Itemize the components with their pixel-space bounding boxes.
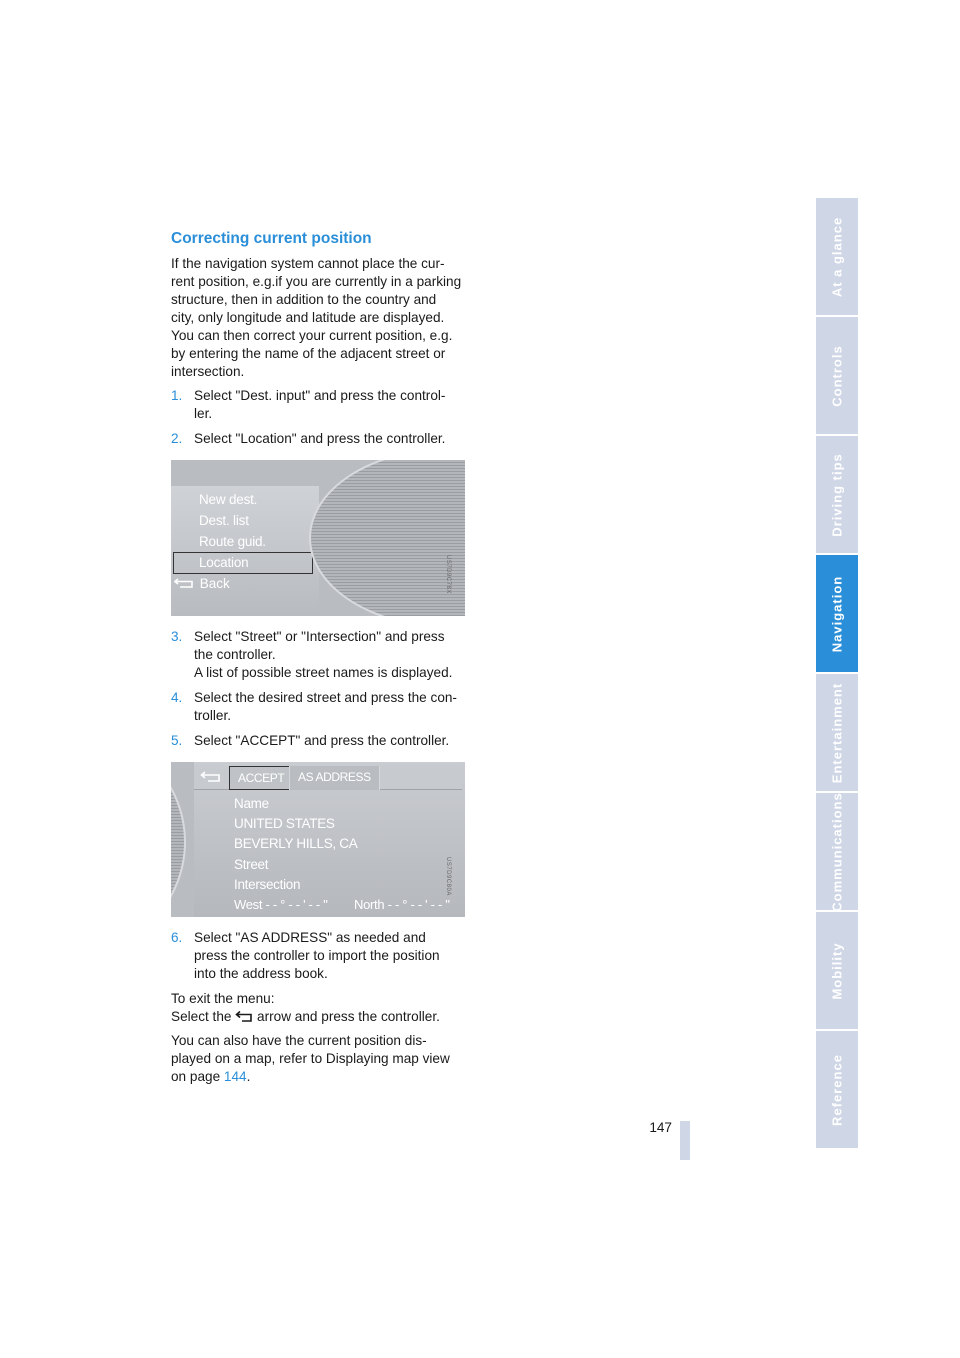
tab-controls[interactable]: Controls bbox=[816, 317, 858, 436]
back-arrow-icon bbox=[174, 577, 196, 589]
step-3 bbox=[171, 628, 466, 682]
section-tab-index bbox=[816, 198, 858, 1150]
nav-menu-panel bbox=[171, 486, 319, 616]
step-text: the controller. bbox=[194, 647, 276, 662]
step-6 bbox=[171, 929, 466, 983]
step-text: ler. bbox=[194, 406, 213, 421]
as-address-tab: AS ADDRESS bbox=[289, 766, 380, 790]
step-number: 4. bbox=[171, 690, 183, 705]
step-text: Select the desired street and press the con- bbox=[194, 690, 457, 705]
exit-instructions bbox=[171, 990, 466, 1026]
location-tab-bar bbox=[194, 766, 462, 790]
step-text: Select "AS ADDRESS" as needed and bbox=[194, 930, 426, 945]
tab-communications[interactable]: Communications bbox=[816, 793, 858, 912]
step-text: Select "Location" and press the controller. bbox=[194, 431, 446, 446]
tab-mobility[interactable]: Mobility bbox=[816, 912, 858, 1031]
intro-line: city, only longitude and latitude are displayed. bbox=[171, 310, 445, 325]
row-city: BEVERLY HILLS, CA bbox=[234, 836, 358, 851]
intro-line: rent position, e.g.if you are currently in a parking bbox=[171, 274, 462, 289]
intro-line: by entering the name of the adjacent street or bbox=[171, 346, 446, 361]
closing-line: played on a map, refer to Displaying map view bbox=[171, 1051, 450, 1066]
menu-item-back bbox=[174, 575, 230, 593]
step-note: A list of possible street names is displayed. bbox=[194, 665, 453, 680]
closing-pre: on page bbox=[171, 1069, 221, 1084]
intro-line: structure, then in addition to the country and bbox=[171, 292, 437, 307]
menu-item-dest-list: Dest. list bbox=[199, 513, 249, 528]
step-text: press the controller to import the position bbox=[194, 948, 440, 963]
menu-item-new-dest: New dest. bbox=[199, 492, 258, 507]
intro-line: You can then correct your current position, e.g. bbox=[171, 328, 453, 343]
main-content bbox=[171, 230, 466, 1092]
back-label: Back bbox=[199, 576, 230, 591]
accept-tab: ACCEPT bbox=[229, 766, 293, 790]
closing-post: . bbox=[246, 1069, 251, 1084]
intro-line: If the navigation system cannot place the cur- bbox=[171, 256, 445, 271]
section-title: Correcting current position bbox=[171, 230, 372, 247]
location-screenshot bbox=[171, 762, 465, 917]
step-2 bbox=[171, 430, 466, 448]
exit-line-post: arrow and press the controller. bbox=[257, 1009, 440, 1024]
step-number: 5. bbox=[171, 733, 183, 748]
controller-arc bbox=[171, 762, 186, 917]
back-arrow-icon bbox=[235, 1010, 253, 1023]
row-street: Street bbox=[234, 857, 269, 872]
step-5 bbox=[171, 732, 466, 750]
west-coordinate: West - - ° - - ' - - " bbox=[234, 897, 328, 912]
step-4 bbox=[171, 689, 466, 725]
step-number: 1. bbox=[171, 388, 183, 403]
intro-line: intersection. bbox=[171, 364, 245, 379]
tab-at-a-glance[interactable]: At a glance bbox=[816, 198, 858, 317]
closing-line: You can also have the current position dis- bbox=[171, 1033, 427, 1048]
closing-paragraph bbox=[171, 1032, 466, 1086]
exit-line: To exit the menu: bbox=[171, 991, 275, 1006]
step-number: 6. bbox=[171, 930, 183, 945]
exit-line-pre: Select the bbox=[171, 1009, 232, 1024]
step-text: troller. bbox=[194, 708, 232, 723]
step-text: Select "Street" or "Intersection" and press bbox=[194, 629, 445, 644]
tab-driving-tips[interactable]: Driving tips bbox=[816, 436, 858, 555]
page-number: 147 bbox=[649, 1120, 672, 1135]
menu-item-location: Location bbox=[173, 552, 313, 574]
tab-navigation[interactable]: Navigation bbox=[816, 555, 858, 674]
north-coordinate: North - - ° - - ' - - " bbox=[354, 897, 450, 912]
step-1 bbox=[171, 387, 466, 423]
row-name: Name bbox=[234, 796, 269, 811]
back-arrow-icon bbox=[200, 770, 222, 784]
nav-menu-screenshot bbox=[171, 460, 465, 616]
step-text: Select "Dest. input" and press the control- bbox=[194, 388, 446, 403]
tab-entertainment[interactable]: Entertainment bbox=[816, 674, 858, 793]
step-number: 3. bbox=[171, 629, 183, 644]
intro-paragraph bbox=[171, 255, 466, 381]
page-number-bar bbox=[680, 1121, 690, 1160]
image-code: US7D9C80A bbox=[445, 857, 451, 896]
step-text: Select "ACCEPT" and press the controller. bbox=[194, 733, 450, 748]
step-number: 2. bbox=[171, 431, 183, 446]
row-country: UNITED STATES bbox=[234, 816, 335, 831]
row-intersection: Intersection bbox=[234, 877, 301, 892]
page-reference-link[interactable]: 144 bbox=[223, 1069, 247, 1084]
step-text: into the address book. bbox=[194, 966, 328, 981]
image-code: US7D9C78X bbox=[445, 555, 451, 594]
menu-item-route-guid: Route guid. bbox=[199, 534, 266, 549]
tab-reference[interactable]: Reference bbox=[816, 1031, 858, 1150]
